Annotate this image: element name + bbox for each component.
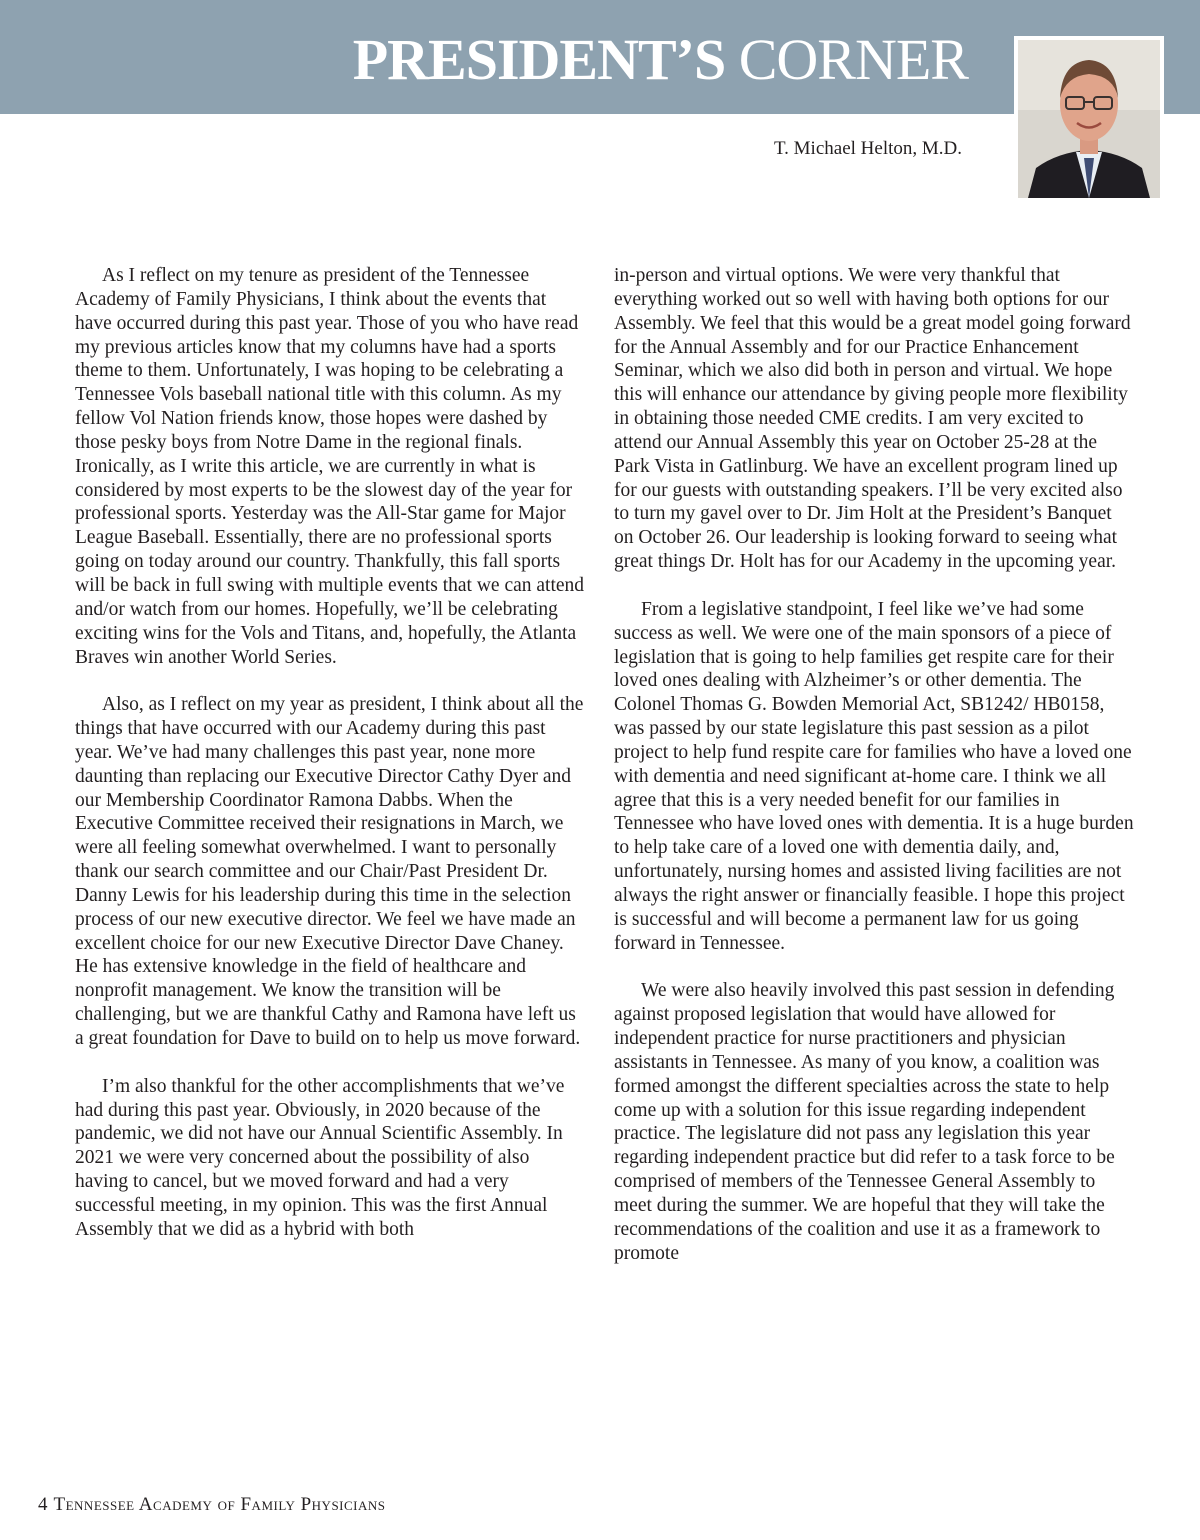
article-left-column <box>75 264 585 1265</box>
title-bold: PRESIDENT’S <box>352 27 726 92</box>
page-number: 4 <box>38 1494 48 1515</box>
author-photo <box>1018 40 1160 198</box>
author-byline: T. Michael Helton, M.D. <box>773 138 962 159</box>
paragraph: We were also heavily involved this past session in defending against proposed legislation that would have allowed for independent practice for nurse practitioners and physician assistants in Tennessee. As many of you know, a coalition was formed amongst the different specialties across the state to help come up with a solution for this issue regarding independent practice. The legislature did not pass any legislation this year regarding independent practice but did refer to a task force to be comprised of members of the Tennessee General Assembly to meet during the summer. We are hopeful that they will take the recommendations of the coalition and use it as a framework to promote <box>614 980 1115 1264</box>
page-title <box>353 28 968 92</box>
author-photo-frame <box>1014 36 1164 202</box>
publication-name: Tennessee Academy of Family Physicians <box>53 1494 386 1515</box>
paragraph-continuation: in-person and virtual options. We were very thankful that everything worked out so well with having both options for our Assembly. We feel that this would be a great model going forward for the Annual Assembly and for our Practice Enhancement Seminar, which we also did both in person and virtual. We hope this will enhance our attendance by giving people more flexibility in obtaining those needed CME credits. I am very excited to attend our Annual Assembly this year on October 25-28 at the Park Vista in Gatlinburg. We have an excellent program lined up for our guests with outstanding speakers. I’ll be very excited also to turn my gavel over to Dr. Jim Holt at the President’s Banquet on October 26. Our leadership is looking forward to seeing what great things Dr. Holt has for our Academy in the upcoming year. <box>614 265 1131 573</box>
paragraph: I’m also thankful for the other accomplishments that we’ve had during this past year. Obviously, in 2020 because of the pandemic, we did not have our Annual Scientific Assembly. In 2021 we were very concerned about the possibility of also having to cancel, but we moved forward and had a very successful meeting, in my opinion. This was the first Annual Assembly that we did as a hybrid with both <box>75 1075 565 1240</box>
paragraph: As I reflect on my tenure as president of the Tennessee Academy of Family Physicians, I think about the events that have occurred during this past year. Those of you who have read my previous articles know that my columns have had a sports theme to them. Unfortunately, I was hoping to be celebrating a Tennessee Vols baseball national title with this column. As my fellow Vol Nation friends know, those hopes were dashed by those pesky boys from Notre Dame in the regional finals. Ironically, as I write this article, we are currently in what is considered by most experts to be the slowest day of the year for professional sports. Yesterday was the All-Star game for Major League Baseball. Essentially, there are no professional sports going on today around our country. Thankfully, this fall sports will be back in full swing with multiple events that we can attend and/or watch from our homes. Hopefully, we’ll be celebrating exciting wins for the Vols and Titans, and, hopefully, the Atlanta Braves win another World Series. <box>75 265 585 668</box>
article-right-column <box>614 264 1134 1289</box>
title-light: CORNER <box>738 27 968 92</box>
paragraph: Also, as I reflect on my year as president, I think about all the things that have occurred with our Academy during this past year. We’ve had many challenges this past year, none more daunting than replacing our Executive Director Cathy Dyer and our Membership Coordinator Ramona Dabbs. When the Executive Committee received their resignations in March, we were all feeling somewhat overwhelmed. I want to personally thank our search committee and our Chair/Past President Dr. Danny Lewis for his leadership during this time in the selection process of our new executive director. We feel we have made an excellent choice for our new Executive Director Dave Chaney. He has extensive knowledge in the field of healthcare and nonprofit management. We know the transition will be challenging, but we are thankful Cathy and Ramona have left us a great foundation for Dave to build on to help us move forward. <box>75 694 584 1049</box>
paragraph: From a legislative standpoint, I feel like we’ve had some success as well. We were one of the main sponsors of a piece of legislation that is going to help families get respite care for their loved ones dealing with Alzheimer’s or other dementia. The Colonel Thomas G. Bowden Memorial Act, SB1242/ HB0158, was passed by our state legislature this past session as a pilot project to help fund respite care for families who have a loved one with dementia and need significant at-home care. I think we all agree that this is a very needed benefit for our families in Tennessee who have loved ones with dementia. It is a huge burden to help take care of a loved one with dementia daily, and, unfortunately, nursing homes and assisted living facilities are not always the right answer or financially feasible. I hope this project is successful and will become a permanent law for us going forward in Tennessee. <box>614 598 1134 954</box>
page-footer <box>38 1494 386 1516</box>
